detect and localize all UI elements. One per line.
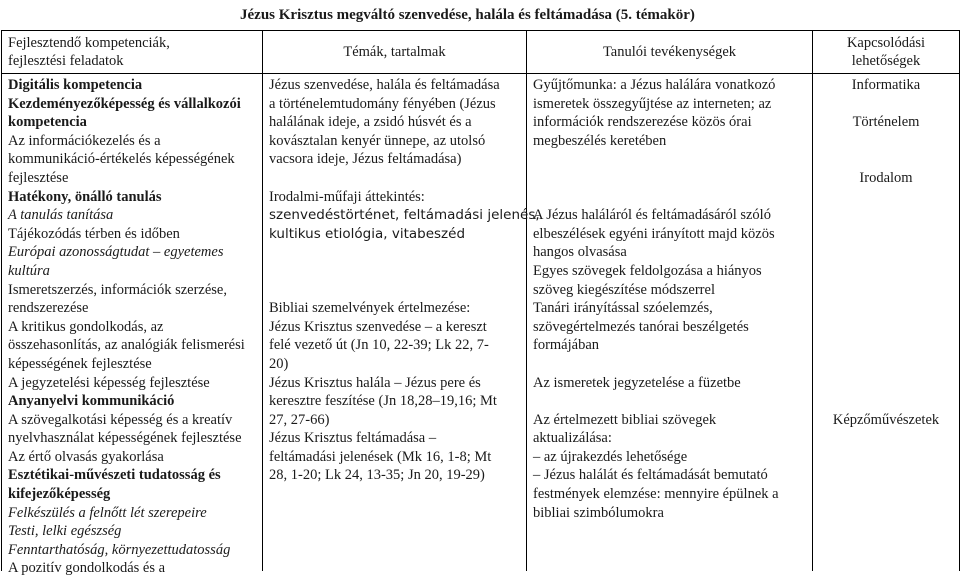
competency-line: kompetencia	[8, 114, 87, 131]
competency-line: rendszerezése	[8, 300, 89, 317]
connection-line: Irodalom	[859, 169, 913, 186]
competency-line: Esztétikai-művészeti tudatosság és	[8, 467, 221, 484]
connection-spacer	[815, 281, 957, 300]
activity-line: hangos olvasása	[533, 244, 627, 261]
topic-line: vacsora ideje, Jézus feltámadása)	[269, 151, 462, 168]
topic-line: Jézus Krisztus halála – Jézus pere és	[269, 374, 481, 391]
header-topics	[263, 31, 526, 74]
header-competencies	[2, 31, 262, 74]
connection-spacer	[815, 299, 957, 318]
connection-line: Történelem	[852, 114, 920, 131]
column-connections	[813, 31, 960, 571]
topic-spacer	[269, 169, 520, 188]
connection-spacer	[815, 262, 957, 281]
header-connections-line-2: lehetőségek	[851, 53, 921, 69]
activity-spacer	[533, 392, 806, 411]
competency-line: Testi, lelki egészség	[8, 523, 122, 540]
activity-spacer	[533, 355, 806, 374]
connection-spacer	[815, 150, 957, 169]
competency-line: A jegyzetelési képesség fejlesztése	[8, 374, 210, 391]
competency-line: fejlesztése	[8, 169, 69, 186]
connection-line: Képzőművészetek	[832, 411, 940, 428]
competency-line: kifejezőképesség	[8, 486, 111, 503]
topic-spacer	[269, 262, 520, 281]
activity-line: Gyűjtőmunka: a Jézus halálára vonatkozó	[533, 77, 776, 93]
topic-spacer	[269, 281, 520, 300]
connections-list	[813, 74, 959, 429]
topic-line: Bibliai szemelvények értelmezése:	[269, 300, 471, 317]
activity-line: Az értelmezett bibliai szövegek	[533, 411, 717, 428]
topic-line: Jézus Krisztus feltámadása –	[269, 430, 437, 447]
header-competencies-line-1: Fejlesztendő kompetenciák,	[8, 35, 170, 51]
competency-line: Európai azonosságtudat – egyetemes	[8, 244, 224, 261]
connection-spacer	[815, 374, 957, 393]
activity-line: megbeszélés keretében	[533, 132, 667, 149]
connection-spacer	[815, 132, 957, 151]
topic-line: 20)	[269, 355, 289, 372]
activity-line: Tanári irányítással szóelemzés,	[533, 300, 713, 317]
column-activities	[527, 31, 813, 571]
activity-line: Egyes szövegek feldolgozása a hiányos	[533, 262, 762, 279]
topic-line: feltámadási jelenések (Mk 16, 1-8; Mt	[269, 448, 492, 465]
header-topics-label: Témák, tartalmak	[343, 44, 446, 60]
topic-line: szenvedéstörténet, feltámadási jelenés,	[269, 207, 540, 224]
connection-spacer	[815, 336, 957, 355]
activity-line: információk rendszerezése közös órai	[533, 114, 752, 131]
activity-line: Az ismeretek jegyzetelése a füzetbe	[533, 374, 741, 391]
competency-line: Kezdeményezőképesség és vállalkozói	[8, 95, 241, 112]
topic-line: kovásztalan kenyér ünnepe, az utolsó	[269, 132, 486, 149]
header-connections	[813, 31, 959, 74]
topic-line: keresztre feszítése (Jn 18,28–19,16; Mt	[269, 393, 497, 410]
topic-line: felé vezető út (Jn 10, 22-39; Lk 22, 7-	[269, 337, 489, 354]
activity-line: bibliai szimbólumokra	[533, 504, 664, 521]
activity-spacer	[533, 169, 806, 188]
topic-spacer	[269, 243, 520, 262]
connection-spacer	[815, 243, 957, 262]
competency-line: Tájékozódás térben és időben	[8, 225, 180, 242]
topic-line: Irodalmi-műfaji áttekintés:	[269, 188, 425, 205]
competency-line: A tanulás tanítása	[8, 207, 114, 224]
topic-line: 28, 1-20; Lk 24, 13-35; Jn 20, 19-29)	[269, 467, 485, 484]
competencies-list	[2, 74, 262, 578]
topic-line: Jézus szenvedése, halála és feltámadása	[269, 77, 500, 93]
header-activities-label: Tanulói tevékenységek	[602, 44, 737, 60]
competency-line: Fenntarthatóság, környezettudatosság	[8, 541, 231, 558]
header-competencies-line-2: fejlesztési feladatok	[8, 53, 124, 69]
header-connections-line-1: Kapcsolódási	[846, 35, 926, 51]
topic-line: a történelemtudomány fényében (Jézus	[269, 95, 496, 112]
competency-line: összehasonlítás, az analógiák felismerési	[8, 337, 245, 354]
connection-spacer	[815, 206, 957, 225]
activity-line: elbeszélések egyéni irányított majd közös	[533, 225, 775, 242]
activity-line: szöveg kiegészítése módszerrel	[533, 281, 715, 298]
competency-line: Az információkezelés és a	[8, 132, 161, 149]
activity-spacer	[533, 188, 806, 207]
topic-line: halálának ideje, a zsidó húsvét és a	[269, 114, 472, 131]
activity-line: ismeretek összegyűjtése az interneten; az	[533, 95, 772, 112]
connection-spacer	[815, 225, 957, 244]
connection-spacer	[815, 355, 957, 374]
topic-line: 27, 27-66)	[269, 411, 330, 428]
activity-line: festmények elemzése: mennyire épülnek a	[533, 486, 779, 503]
connection-spacer	[815, 392, 957, 411]
competency-line: képességének fejlesztése	[8, 355, 152, 372]
competency-line: nyelvhasználat képességének fejlesztése	[8, 430, 242, 447]
connection-spacer	[815, 318, 957, 337]
activity-line: A Jézus haláláról és feltámadásáról szóló	[533, 207, 771, 224]
topic-line: Jézus Krisztus szenvedése – a kereszt	[269, 318, 487, 335]
competency-line: Hatékony, önálló tanulás	[8, 188, 162, 205]
competency-line: Digitális kompetencia	[8, 77, 143, 93]
competency-line: Felkészülés a felnőtt lét szerepeire	[8, 504, 207, 521]
column-topics	[263, 31, 540, 571]
competency-line: Ismeretszerzés, információk szerzése,	[8, 281, 227, 298]
competency-line: A szövegalkotási képesség és a kreatív	[8, 411, 233, 428]
competency-line: A kritikus gondolkodás, az	[8, 318, 164, 335]
page-title: Jézus Krisztus megváltó szenvedése, halála és feltámadása (5. témakör)	[240, 7, 695, 23]
activity-spacer	[533, 150, 806, 169]
topics-list	[263, 74, 540, 485]
connection-spacer	[815, 95, 957, 114]
competency-line: kultúra	[8, 262, 50, 279]
activity-line: szövegértelmezés tanórai beszélgetés	[533, 318, 749, 335]
topic-line: kultikus etiológia, vitabeszéd	[269, 225, 466, 242]
activity-line: aktualizálása:	[533, 430, 612, 447]
competency-line: Az értő olvasás gyakorlása	[8, 448, 164, 465]
activities-list	[527, 74, 812, 522]
connection-spacer	[815, 188, 957, 207]
activity-line: – Jézus halálát és feltámadását bemutató	[533, 467, 768, 484]
connection-line: Informatika	[851, 77, 921, 93]
competency-line: A pozitív gondolkodás és a	[8, 560, 166, 577]
competency-line: kommunikáció-értékelés képességének	[8, 151, 235, 168]
activity-line: formájában	[533, 337, 600, 354]
header-activities	[527, 31, 812, 74]
column-competencies	[2, 31, 263, 577]
activity-line: – az újrakezdés lehetősége	[533, 448, 688, 465]
curriculum-table	[1, 30, 960, 577]
competency-line: Anyanyelvi kommunikáció	[8, 393, 175, 410]
